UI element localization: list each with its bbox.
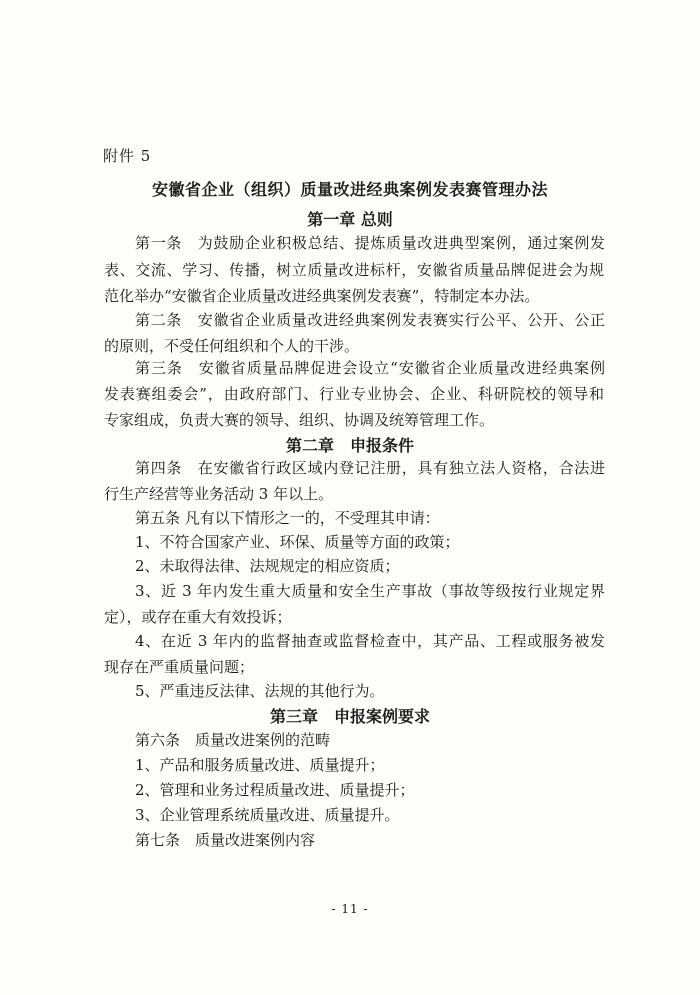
document-title: 安徽省企业（组织）质量改进经典案例发表赛管理办法 [151, 180, 548, 199]
paragraph-line: 的原则，不受任何组织和个人的干涉。 [104, 337, 360, 355]
paragraph-line: 行生产经营等业务活动 3 年以上。 [104, 485, 334, 503]
paragraph-line: 第六条 质量改进案例的范畴 [135, 731, 331, 749]
paragraph-line: 第三条 安徽省质量品牌促进会设立“安徽省企业质量改进经典案例 [135, 359, 605, 377]
list-item: 3、近 3 年内发生重大质量和安全生产事故（事故等级按行业规定界 [135, 582, 605, 600]
paragraph-line: 第五条 凡有以下情形之一的，不受理其申请： [135, 509, 440, 527]
list-item: 1、产品和服务质量改进、质量提升； [135, 756, 385, 774]
list-item: 2、管理和业务过程质量改进、质量提升； [135, 781, 415, 799]
list-item: 2、未取得法律、法规规定的相应资质； [135, 557, 400, 575]
paragraph-line: 第一条 为鼓励企业积极总结、提炼质量改进典型案例，通过案例发 [135, 234, 605, 252]
paragraph-line: 现存在严重质量问题； [104, 658, 255, 676]
list-item: 5、严重违反法律、法规的其他行为。 [135, 682, 385, 700]
list-item: 1、不符合国家产业、环保、质量等方面的政策； [135, 533, 460, 551]
page-number: - 11 - [331, 902, 369, 916]
paragraph-line: 表、交流、学习、传播，树立质量改进标杆，安徽省质量品牌促进会为规 [104, 261, 604, 279]
chapter-3-heading: 第三章 申报案例要求 [269, 707, 430, 726]
paragraph-line: 第二条 安徽省企业质量改进经典案例发表赛实行公平、公开、公正 [135, 311, 605, 329]
paragraph-line: 发表赛组委会”，由政府部门、行业专业协会、企业、科研院校的领导和 [104, 385, 604, 403]
paragraph-line: 范化举办“安徽省企业质量改进经典案例发表赛”，特制定本办法。 [104, 287, 540, 305]
attachment-label: 附件 5 [103, 147, 152, 165]
list-item: 3、企业管理系统质量改进、质量提升。 [135, 806, 400, 824]
paragraph-line: 专家组成，负责大赛的领导、组织、协调及统筹管理工作。 [104, 411, 495, 429]
paragraph-line: 第四条 在安徽省行政区域内登记注册，具有独立法人资格，合法进 [135, 459, 605, 477]
paragraph-line: 定），或存在重大有效投诉； [104, 608, 292, 626]
paragraph-line: 第七条 质量改进案例内容 [135, 831, 316, 849]
chapter-1-heading: 第一章 总则 [307, 210, 393, 229]
chapter-2-heading: 第二章 申报条件 [285, 436, 414, 455]
list-item: 4、在近 3 年内的监督抽查或监督检查中，其产品、工程或服务被发 [135, 632, 605, 650]
